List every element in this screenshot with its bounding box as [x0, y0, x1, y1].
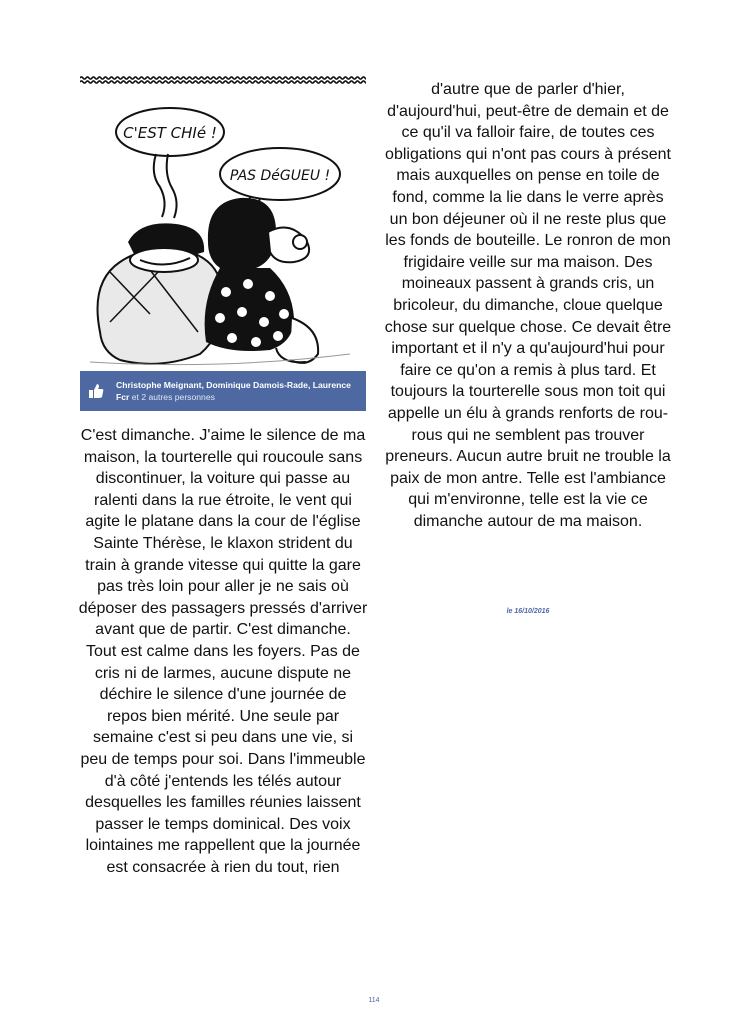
article-date: le 16/10/2016 — [506, 608, 550, 615]
page-number: 114 — [368, 997, 380, 1004]
thumbs-up-icon[interactable] — [86, 381, 106, 401]
bubble-2-text: PAS DéGUEU ! — [229, 168, 331, 184]
likes-text — [116, 379, 366, 403]
article-left-column: C'est dimanche. J'aime le silence de ma maison, la tourterelle qui roucoule sans discontinuer, la voiture qui passe au ralenti dans la rue étroite, le vent qui agite le platane dans la cour de l'église Sainte Thérèse, le klaxon strident du train à grande vitesse qui quitte la gare pas très loin pour aller je ne sais où déposer des passagers pressés d'arriver avant que de partir. C'est dimanche. Tout est calme dans les foyers. Pas de cris ni de larmes, aucune dispute ne déchire le silence d'une journée de repos bien mérité. Une seule par semaine c'est si peu dans une vie, si peu de temps pour soi. Dans l'immeuble d'à côté j'entends les télés autour desquelles les familles réunies laissent passer le temps dominical. Des voix lointaines me rappellent que la journée est consacrée à rien du tout, rien — [78, 427, 368, 876]
wavy-divider — [80, 74, 366, 86]
cartoon-illustration — [80, 92, 366, 370]
character-girl — [205, 198, 319, 363]
likes-others[interactable]: et 2 autres personnes — [131, 392, 215, 402]
speech-bubble-1 — [116, 108, 224, 218]
bubble-1-text: C'EST CHIé ! — [123, 124, 217, 142]
article-right-column: d'autre que de parler d'hier, d'aujourd'hui, peut-être de demain et de ce qu'il va falloir faire, de toutes ces obligations qui n'ont pas cours à présent mais auxquelles on pense en toile de fond, comme la lie dans le verre après un bon déjeuner où il ne reste plus que les fonds de bouteille. Le ronron de mon frigidaire veille sur ma maison. Des moineaux passent à grands cris, un bricoleur, du dimanche, cloue quelque chose sur quelque chose. Ce devait être important et il n'y a qu'aujourd'hui pour faire ce qu'on a remis à plus tard. Et toujours la tourterelle sous mon toit qui appelle un élu à grands renforts de rou-rous qui ne semblent pas trouver preneurs. Aucun autre bruit ne trouble la paix de mon antre. Telle est l'ambiance qui m'environne, telle est la vie ce dimanche autour de ma maison. — [384, 81, 672, 530]
facebook-likes-bar — [80, 371, 366, 411]
character-boy — [98, 223, 223, 363]
likes-names[interactable]: Christophe Meignant, Dominique Damois-Rade, Laurence Fcr — [116, 380, 351, 402]
